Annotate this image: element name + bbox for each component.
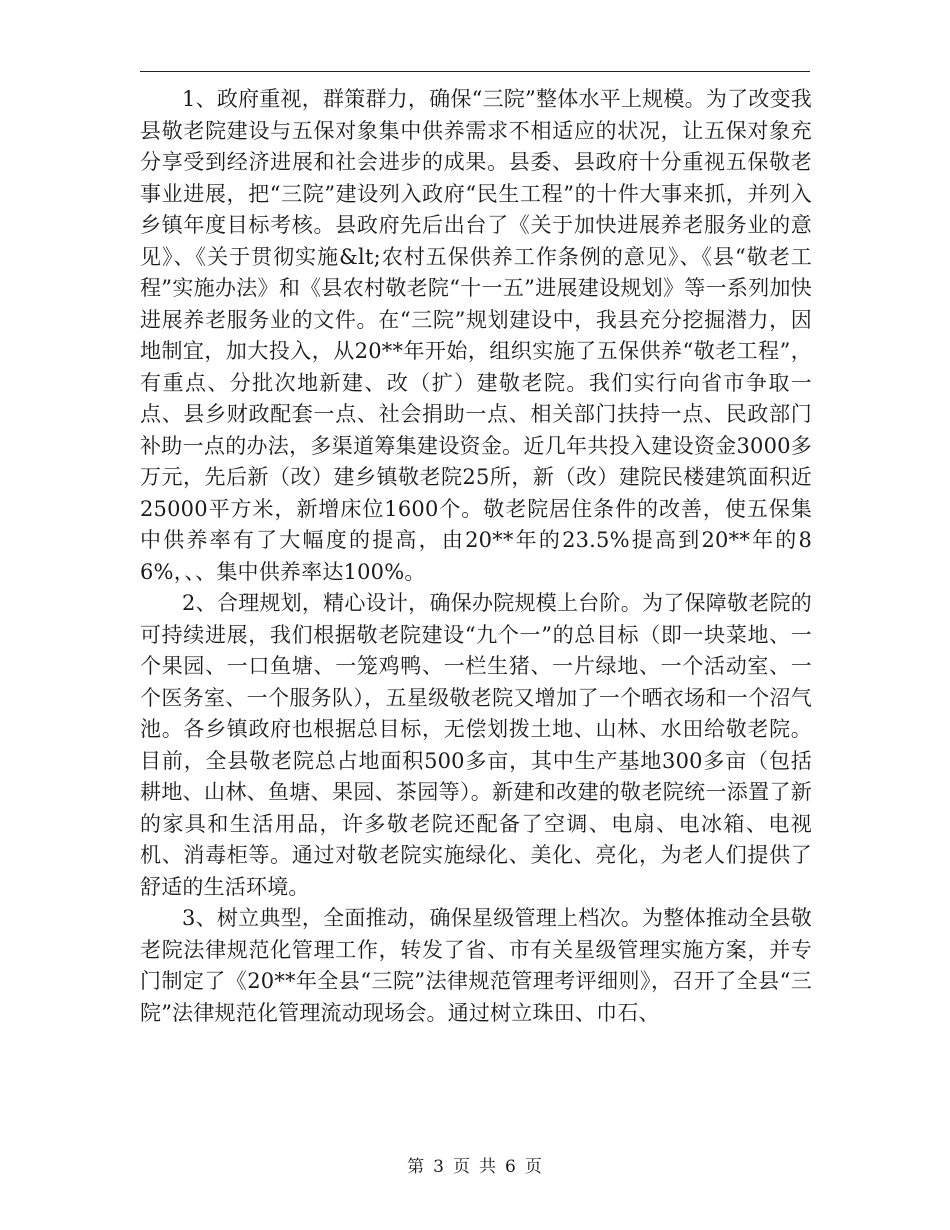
footer-page-word: 页: [453, 1157, 471, 1177]
paragraph-3: 3、树立典型，全面推动，确保星级管理上档次。为整体推动全县敬老院法律规范化管理工作，转发了省、市有关星级管理实施方案，并专门制定了《20**年全县“三院”法律规范管理考评细则》，召开了全县“三院”法律规范化管理流动现场会。通过树立珠田、巾石、: [140, 906, 812, 1025]
footer-total-pages: 6: [505, 1157, 517, 1177]
document-body: [140, 84, 812, 1029]
paragraph-2: 2、合理规划，精心设计，确保办院规模上台阶。为了保障敬老院的可持续进展，我们根据敬老院建设“九个一”的总目标（即一块菜地、一个果园、一口鱼塘、一笼鸡鸭、一栏生猪、一片绿地、一个活动室、一个医务室、一个服务队），五星级敬老院又增加了一个晒衣场和一个沼气池。各乡镇政府也根据总目标，无偿划拨土地、山林、水田给敬老院。目前，全县敬老院总占地面积500多亩，其中生产基地300多亩（包括耕地、山林、鱼塘、果园、茶园等）。新建和改建的敬老院统一添置了新的家具和生活用品，许多敬老院还配备了空调、电扇、电冰箱、电视机、消毒柜等。通过对敬老院实施绿化、美化、亮化，为老人们提供了舒适的生活环境。: [140, 591, 812, 899]
paragraph-1: 1、政府重视，群策群力，确保“三院”整体水平上规模。为了改变我县敬老院建设与五保对象集中供养需求不相适应的状况，让五保对象充分享受到经济进展和社会进步的成果。县委、县政府十分重视五保敬老事业进展，把“三院”建设列入政府“民生工程”的十件大事来抓，并列入乡镇年度目标考核。县政府先后出台了《关于加快进展养老服务业的意见》、《关于贯彻实施&lt;农村五保供养工作条例的意见》、《县“敬老工程”实施办法》和《县农村敬老院“十一五”进展建设规划》等一系列加快进展养老服务业的文件。在“三院”规划建设中，我县充分挖掘潜力，因地制宜，加大投入，从20**年开始，组织实施了五保供养“敬老工程”，有重点、分批次地新建、改（扩）建敬老院。我们实行向省市争取一点、县乡财政配套一点、社会捐助一点、相关部门扶持一点、民政部门补助一点的办法，多渠道筹集建设资金。近几年共投入建设资金3000多万元，先后新（改）建乡镇敬老院25所，新（改）建院民楼建筑面积近25000平方米，新增床位1600个。敬老院居住条件的改善，使五保集中供养率有了大幅度的提高，由20**年的23.5%提高到20**年的86%，、、集中供养率达100%。: [140, 87, 812, 584]
header-rule: [140, 71, 810, 72]
footer-total-word: 共: [479, 1157, 497, 1177]
footer-prefix: 第: [407, 1157, 426, 1177]
page-footer: [0, 1152, 950, 1177]
footer-current-page: 3: [433, 1157, 445, 1177]
footer-suffix: 页: [524, 1157, 543, 1177]
